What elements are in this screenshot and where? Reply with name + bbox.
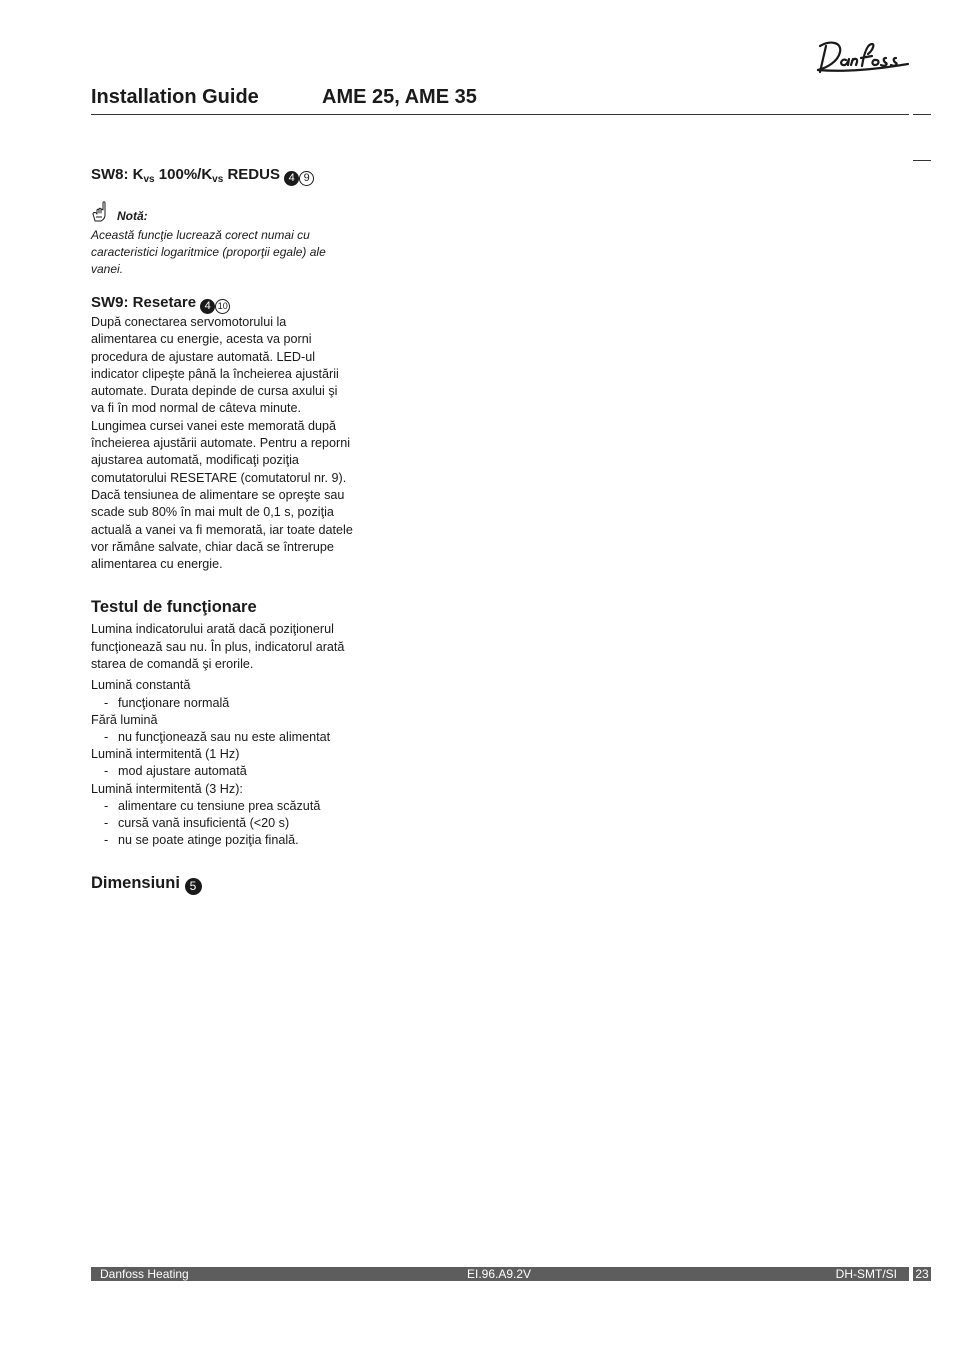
danfoss-logo (812, 36, 912, 76)
figure-ref-badge: 10 (215, 299, 230, 314)
indicator-state-detail: - nu se poate atinge poziţia finală. (104, 833, 299, 848)
sw9-heading (91, 292, 353, 314)
indicator-state-label: Fără lumină (91, 712, 158, 727)
dimensions-title: Dimensiuni (91, 874, 185, 893)
indicator-state-detail: - mod ajustare automată (104, 764, 247, 779)
indicator-state-label: Lumină constantă (91, 678, 191, 693)
page-footer (91, 1267, 931, 1281)
pointing-hand-icon (91, 201, 111, 223)
footer-company: Danfoss Heating (100, 1267, 189, 1281)
sw8-heading (91, 164, 353, 191)
figure-ref-badge: 4 (284, 171, 299, 186)
sw8-mid: 100%/K (154, 166, 213, 183)
sw8-subscript: vs (212, 174, 224, 185)
sw8-suffix: REDUS (223, 166, 285, 183)
content-column (91, 164, 353, 895)
indicator-state-label: Lumină intermitentă (1 Hz) (91, 747, 240, 762)
margin-tick (913, 160, 931, 161)
figure-ref-badge: 5 (185, 878, 202, 895)
sw9-paragraph: După conectarea servomotorului la alimentarea cu energie, acesta va porni procedura de ajustare automată. LED-ul indicator clipeşte până la încheierea ajustării automate. Durata depinde de cursa axului şi va fi în mod normal de câteva minute. Lungimea cursei vanei este memorată după încheierea ajustării automate. Pentru a reporni ajustarea automată, modificaţi poziţia comutatorului RESETARE (comutatorul nr. 9). (91, 315, 351, 485)
margin-tick (913, 114, 931, 115)
sw8-subscript: vs (143, 174, 155, 185)
indicator-state-detail: - nu funcţionează sau nu este alimentat (104, 729, 331, 744)
indicator-state-list (91, 677, 353, 849)
guide-title: Installation Guide (91, 86, 259, 108)
function-test-heading: Testul de funcţionare (91, 598, 257, 617)
function-test-intro: Lumina indicatorului arată dacă poziţionerul funcţionează sau nu. În plus, indicatorul arată starea de comandă şi erorile. (91, 622, 345, 672)
footer-document-code: EI.96.A9.2V (467, 1267, 532, 1281)
note-header (91, 199, 353, 223)
indicator-state-detail: - funcţionare normală (104, 695, 230, 710)
footer-department: DH-SMT/SI (835, 1267, 897, 1281)
page-number: 23 (913, 1267, 931, 1281)
note-title: Notă: (117, 209, 148, 223)
sw9-paragraph: Dacă tensiunea de alimentare se opreşte sau scade sub 80% în mai mult de 0,1 s, poziţia actuală a vanei va fi memorată, iar toate datele vor rămâne salvate, chiar dacă se întrerupe alimentarea cu energie. (91, 487, 353, 572)
indicator-state-detail: - alimentare cu tensiune prea scăzută (104, 798, 321, 813)
indicator-state-label: Lumină intermitentă (3 Hz): (91, 781, 243, 796)
dimensions-heading (91, 871, 353, 895)
note-text: Această funcţie lucrează corect numai cu caracteristici logaritmice (proporţii egale) ale vanei. (91, 228, 326, 276)
figure-ref-badge: 4 (200, 299, 215, 314)
page-header (91, 86, 909, 115)
indicator-state-detail: - cursă vană insuficientă (<20 s) (104, 815, 290, 830)
product-title: AME 25, AME 35 (322, 86, 477, 108)
sw9-title: SW9: Resetare (91, 294, 201, 311)
sw8-prefix: SW8: K (91, 166, 144, 183)
figure-ref-badge: 9 (299, 171, 314, 186)
